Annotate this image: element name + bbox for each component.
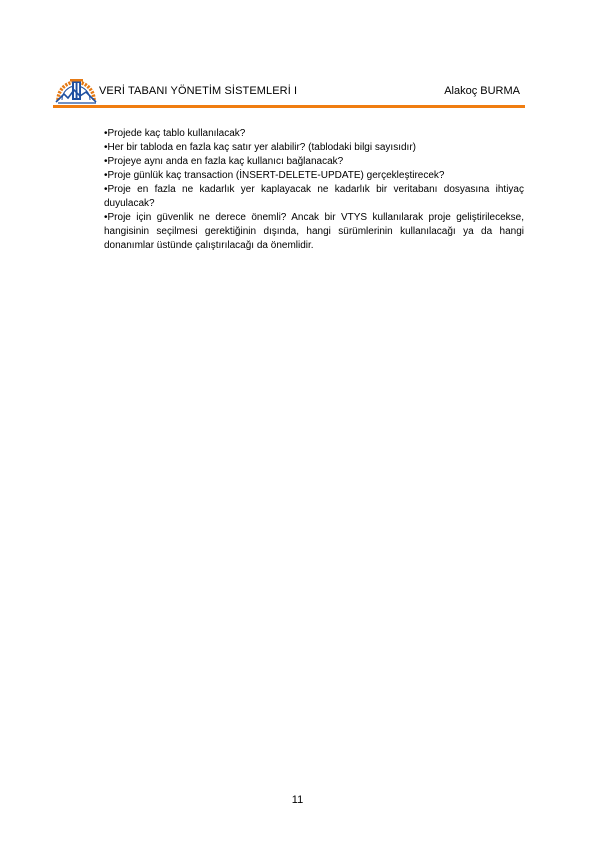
list-item: •Her bir tabloda en fazla kaç satır yer alabilir? (tablodaki bilgi sayısıdır) bbox=[104, 142, 416, 153]
list-item: •Projede kaç tablo kullanılacak? bbox=[104, 128, 246, 139]
author-name: Alakoç BURMA bbox=[444, 85, 520, 97]
page-number: 11 bbox=[291, 794, 304, 806]
page-header bbox=[52, 72, 526, 108]
header-divider bbox=[53, 105, 525, 108]
document-title: VERİ TABANI YÖNETİM SİSTEMLERİ I bbox=[99, 85, 298, 97]
question-list bbox=[104, 127, 524, 253]
list-item: •Proje en fazla ne kadarlık yer kaplayacak ne kadarlık bir veritabanı dosyasına ihtiyaç duyulacak? bbox=[104, 184, 524, 209]
list-item: •Projeye aynı anda en fazla kaç kullanıcı bağlanacak? bbox=[104, 156, 344, 167]
list-item: •Proje için güvenlik ne derece önemli? Ancak bir VTYS kullanılarak proje geliştirilecekse, hangisinin seçilmesi gerektiğinin dışında, hangi sürümlerinin kullanılacağı ya da hangi donanımlar üstünde çalıştırılacağı da önemlidir. bbox=[104, 212, 524, 251]
university-emblem-icon bbox=[52, 72, 100, 104]
list-item: •Proje günlük kaç transaction (İNSERT-DELETE-UPDATE) gerçekleştirecek? bbox=[104, 170, 445, 181]
